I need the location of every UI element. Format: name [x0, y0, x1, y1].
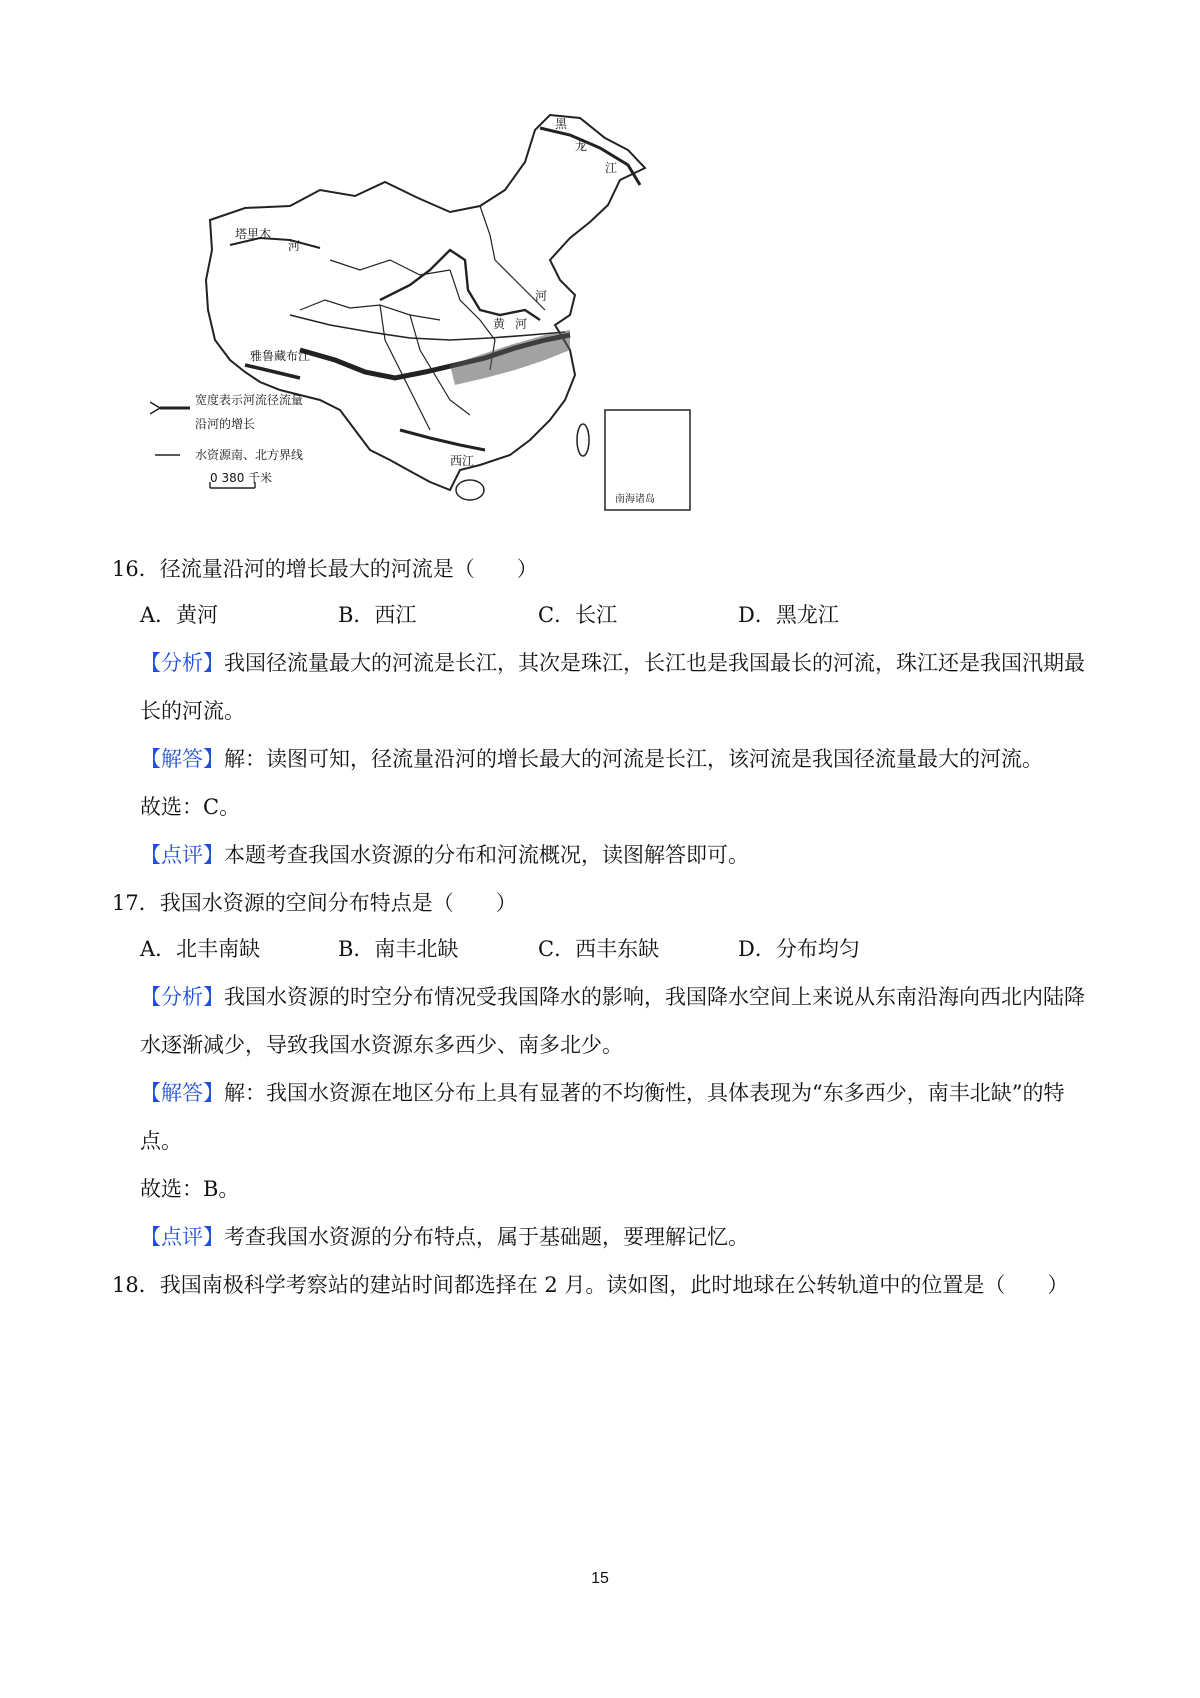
- heilongjiang-river: [540, 128, 640, 185]
- china-outline: [206, 115, 645, 490]
- q17-comment: [140, 1222, 749, 1252]
- q16-answer-text: 解：读图可知，径流量沿河的增长最大的河流是长江，该河流是我国径流量最大的河流。: [224, 747, 1043, 771]
- label-heilong-1: 黑: [555, 117, 568, 131]
- q16-analysis-text-1: 我国径流量最大的河流是长江，其次是珠江，长江也是我国最长的河流，珠江还是我国汛期最: [224, 651, 1085, 675]
- xijiang-river: [400, 430, 485, 450]
- q16-comment-tag: 【点评】: [140, 843, 224, 867]
- legend-scale: 0 380 千米: [210, 471, 273, 485]
- label-haihe: 河: [535, 289, 548, 303]
- q16-answer-tag: 【解答】: [140, 747, 224, 771]
- q17-option-b[interactable]: B．南丰北缺: [338, 937, 459, 961]
- label-tarim: 塔里木: [235, 227, 272, 241]
- q16-comment: [140, 840, 749, 870]
- q17-answer-text-2: 点。: [140, 1129, 182, 1153]
- q16-option-d[interactable]: D．黑龙江: [738, 603, 839, 627]
- q17-answer-tag: 【解答】: [140, 1081, 224, 1105]
- q16-choice: 故选：C。: [140, 795, 241, 819]
- q16-analysis: [140, 648, 1085, 678]
- q16-option-c[interactable]: C．长江: [538, 603, 618, 627]
- q17-option-d[interactable]: D．分布均匀: [738, 937, 860, 961]
- q16-option-a[interactable]: A．黄河: [140, 603, 219, 627]
- legend-width-line-2: 沿河的增长: [195, 417, 256, 431]
- label-heilong-2: 龙: [575, 139, 588, 153]
- q17-analysis-text-1: 我国水资源的时空分布情况受我国降水的影响，我国降水空间上来说从东南沿海向西北内陆降: [224, 985, 1085, 1009]
- q17-option-c[interactable]: C．西丰东缺: [538, 937, 660, 961]
- q16-comment-text: 本题考查我国水资源的分布和河流概况，读图解答即可。: [224, 843, 749, 867]
- label-yellow: 黄: [493, 317, 506, 331]
- q17-option-a[interactable]: A．北丰南缺: [140, 937, 261, 961]
- label-tarim-he: 河: [288, 239, 301, 253]
- yarlung-river: [245, 365, 300, 378]
- q17-analysis-tag: 【分析】: [140, 985, 224, 1009]
- page-number: 15: [591, 1570, 609, 1587]
- label-xijiang: 西江: [450, 454, 475, 468]
- q16-option-b[interactable]: B．西江: [338, 603, 417, 627]
- yellow-river: [380, 250, 540, 320]
- legend-width-line-1: 宽度表示河流径流量: [195, 393, 304, 407]
- legend-boundary: 水资源南、北方界线: [195, 448, 304, 462]
- q16-answer: [140, 744, 1043, 774]
- q16-analysis-text-2: 长的河流。: [140, 699, 245, 723]
- q17-analysis: [140, 982, 1085, 1012]
- label-south-sea: 南海诸岛: [615, 494, 655, 505]
- label-yellow-he: 河: [515, 317, 528, 331]
- q17-stem: 17．我国水资源的空间分布特点是（ ）: [112, 891, 517, 915]
- q16-stem: 16．径流量沿河的增长最大的河流是（ ）: [112, 557, 538, 581]
- q17-answer: [140, 1078, 1064, 1108]
- label-heilong-3: 江: [605, 161, 618, 175]
- q17-comment-tag: 【点评】: [140, 1225, 224, 1249]
- q17-analysis-text-2: 水逐渐减少，导致我国水资源东多西少、南多北少。: [140, 1033, 623, 1057]
- label-yarlung: 雅鲁藏布江: [250, 349, 311, 363]
- q17-choice: 故选：B。: [140, 1177, 240, 1201]
- q16-analysis-tag: 【分析】: [140, 651, 224, 675]
- q17-comment-text: 考查我国水资源的分布特点，属于基础题，要理解记忆。: [224, 1225, 749, 1249]
- china-rivers-map: [150, 110, 710, 550]
- q18-stem: 18．我国南极科学考察站的建站时间都选择在 2 月。读如图，此时地球在公转轨道中的位置是（ ）: [112, 1273, 1069, 1297]
- q17-answer-text-1: 解：我国水资源在地区分布上具有显著的不均衡性，具体表现为“东多西少，南丰北缺”的特: [224, 1081, 1065, 1105]
